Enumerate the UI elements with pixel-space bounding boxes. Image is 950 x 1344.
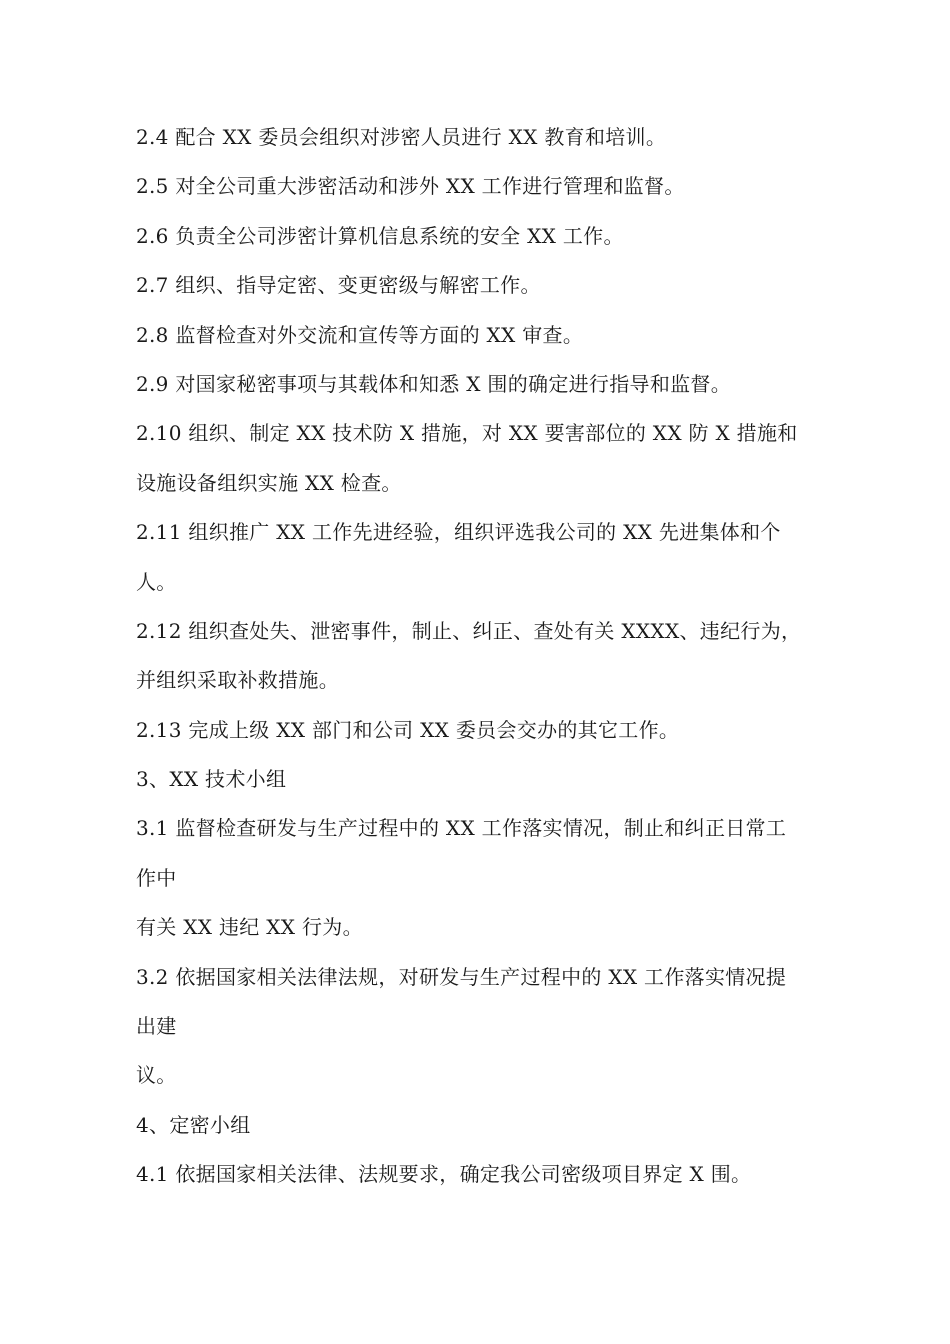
paragraph-line: 有关 XX 违纪 XX 行为。: [136, 915, 363, 940]
section-heading: 3、XX 技术小组: [136, 767, 287, 792]
paragraph-line: 2.7 组织、指导定密、变更密级与解密工作。: [136, 273, 541, 298]
paragraph-line: 议。: [136, 1063, 177, 1088]
paragraph-line: 作中: [136, 865, 177, 890]
paragraph-line: 3.2 依据国家相关法律法规，对研发与生产过程中的 XX 工作落实情况提: [136, 964, 787, 989]
document-body: [136, 117, 826, 1204]
paragraph-line: 出建: [136, 1014, 177, 1039]
paragraph-line: 4.1 依据国家相关法律、法规要求，确定我公司密级项目界定 X 围。: [136, 1162, 752, 1187]
paragraph-line: 2.11 组织推广 XX 工作先进经验，组织评选我公司的 XX 先进集体和个: [136, 520, 781, 545]
paragraph-line: 2.6 负责全公司涉密计算机信息系统的安全 XX 工作。: [136, 223, 624, 248]
paragraph-line: 2.13 完成上级 XX 部门和公司 XX 委员会交办的其它工作。: [136, 717, 680, 742]
paragraph-line: 并组织采取补救措施。: [136, 668, 339, 693]
paragraph-line: 人。: [136, 569, 177, 594]
section-heading: 4、定密小组: [136, 1112, 251, 1137]
paragraph-line: 2.8 监督检查对外交流和宣传等方面的 XX 审查。: [136, 322, 584, 347]
paragraph-line: 3.1 监督检查研发与生产过程中的 XX 工作落实情况，制止和纠正日常工: [136, 816, 787, 841]
paragraph-line: 设施设备组织实施 XX 检查。: [136, 470, 402, 495]
paragraph-line: 2.5 对全公司重大涉密活动和涉外 XX 工作进行管理和监督。: [136, 174, 685, 199]
paragraph-line: 2.9 对国家秘密事项与其载体和知悉 X 围的确定进行指导和监督。: [136, 371, 732, 396]
paragraph-line: 2.10 组织、制定 XX 技术防 X 措施，对 XX 要害部位的 XX 防 X 措施和: [136, 421, 798, 446]
paragraph-line: 2.4 配合 XX 委员会组织对涉密人员进行 XX 教育和培训。: [136, 125, 667, 149]
paragraph-line: 2.12 组织查处失、泄密事件，制止、纠正、查处有关 XXXX、违纪行为，: [136, 618, 802, 643]
